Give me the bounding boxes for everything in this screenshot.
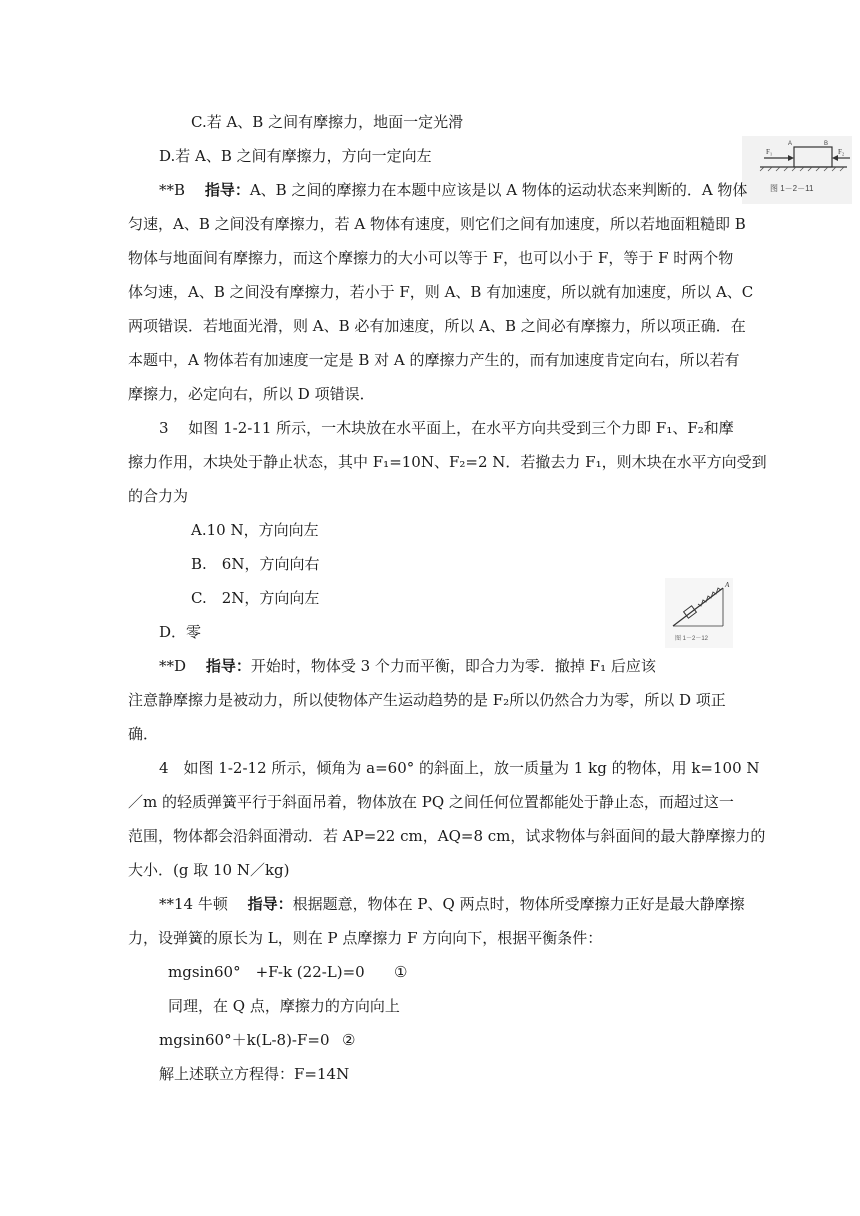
explanation-text: 根据题意，物体在 P、Q 两点时，物体所受摩擦力正好是最大静摩擦 xyxy=(292,895,745,913)
guide-label: 指导： xyxy=(247,895,293,913)
option-d-line: D.若 A、B 之间有摩擦力，方向一定向左 xyxy=(159,147,432,165)
svg-text:B: B xyxy=(824,141,829,147)
explanation-line: 摩擦力，必定向右，所以 D 项错误． xyxy=(128,385,375,403)
svg-text:A: A xyxy=(725,581,730,589)
guide-label: 指导： xyxy=(204,181,250,199)
explanation-line: 两项错误．若地面光滑，则 A、B 必有加速度，所以 A、B 之间必有摩擦力，所以项正确．在 xyxy=(128,317,746,335)
result-line: 解上述联立方程得：F=14N xyxy=(159,1065,350,1083)
question-3-line: 擦力作用，木块处于静止状态，其中 F₁=10N、F₂=2 N．若撤去力 F₁，则木块在水平方向受到 xyxy=(128,453,767,471)
svg-text:F₂: F₂ xyxy=(838,148,845,156)
equation-2: mgsin60°＋k(L-8)-F=0 xyxy=(159,1031,330,1049)
explanation-line: 匀速，A、B 之间没有摩擦力，若 A 物体有速度，则它们之间有加速度，所以若地面粗糙即 B xyxy=(128,215,746,233)
explanation-line: 体匀速，A、B 之间没有摩擦力，若小于 F，则 A、B 有加速度，所以就有加速度，所以 A、C xyxy=(128,283,754,301)
answer-marker: **B xyxy=(159,181,186,199)
figure-1-2-12-caption: 图 1－2－12 xyxy=(675,636,709,642)
answer-14-line xyxy=(159,894,745,914)
figure-1-2-12 xyxy=(665,578,733,648)
option-c-line: C.若 A、B 之间有摩擦力，地面一定光滑 xyxy=(191,113,464,131)
equation-1: mgsin60° +F-k (22-L)=0 xyxy=(168,963,365,981)
equation-2-number: ② xyxy=(342,1031,356,1049)
explanation-line: 同理，在 Q 点，摩擦力的方向向上 xyxy=(168,997,400,1015)
answer-marker: **D xyxy=(159,657,187,675)
question-4-line: 大小．(g 取 10 N／kg) xyxy=(128,861,290,879)
explanation-line: 注意静摩擦力是被动力，所以使物体产生运动趋势的是 F₂所以仍然合力为零，所以 D 项正 xyxy=(128,691,726,709)
question-4-line: 4 如图 1-2-12 所示，倾角为 a=60° 的斜面上，放一质量为 1 kg 的物体，用 k=100 N xyxy=(159,759,760,777)
answer-b-line xyxy=(159,180,747,200)
explanation-text: A、B 之间的摩擦力在本题中应该是以 A 物体的运动状态来判断的．A 物体 xyxy=(249,181,748,199)
guide-label: 指导： xyxy=(205,657,251,675)
explanation-line: 本题中，A 物体若有加速度一定是 B 对 A 的摩擦力产生的，而有加速度肯定向右，所以若有 xyxy=(128,351,740,369)
explanation-text: 开始时，物体受 3 个力而平衡，即合力为零．撤掉 F₁ 后应该 xyxy=(250,657,656,675)
question-3-line: 3 如图 1-2-11 所示，一木块放在水平面上，在水平方向共受到三个力即 F₁、F₂和摩 xyxy=(159,419,734,437)
equation-1-number: ① xyxy=(394,963,408,981)
explanation-line: 物体与地面间有摩擦力，而这个摩擦力的大小可以等于 F，也可以小于 F，等于 F 时两个物 xyxy=(128,249,734,267)
answer-d-line xyxy=(159,656,656,676)
answer-marker: **14 牛顿 xyxy=(159,895,228,913)
explanation-line: 力，设弹簧的原长为 L，则在 P 点摩擦力 F 方向向下，根据平衡条件： xyxy=(128,929,603,947)
option-a-line: A.10 N，方向向左 xyxy=(191,521,319,539)
option-d-line: D．零 xyxy=(159,623,202,641)
figure-1-2-12-drawing xyxy=(665,578,733,648)
question-4-line: ／m 的轻质弹簧平行于斜面吊着，物体放在 PQ 之间任何位置都能处于静止态，而超过这一 xyxy=(128,793,734,811)
question-4-line: 范围，物体都会沿斜面滑动．若 AP=22 cm，AQ=8 cm，试求物体与斜面间的最大静摩擦力的 xyxy=(128,827,766,845)
svg-text:A: A xyxy=(788,141,793,147)
figure-1-2-11-caption: 图 1－2－11 xyxy=(770,184,814,193)
option-c-line: C. 2N，方向向左 xyxy=(191,589,320,607)
figure-1-2-11 xyxy=(742,136,852,204)
option-b-line: B. 6N，方向向右 xyxy=(191,555,320,573)
svg-text:F₁: F₁ xyxy=(766,148,773,156)
figure-1-2-11-drawing xyxy=(742,136,852,204)
explanation-line: 确． xyxy=(128,725,159,743)
question-3-line: 的合力为 xyxy=(128,487,189,505)
